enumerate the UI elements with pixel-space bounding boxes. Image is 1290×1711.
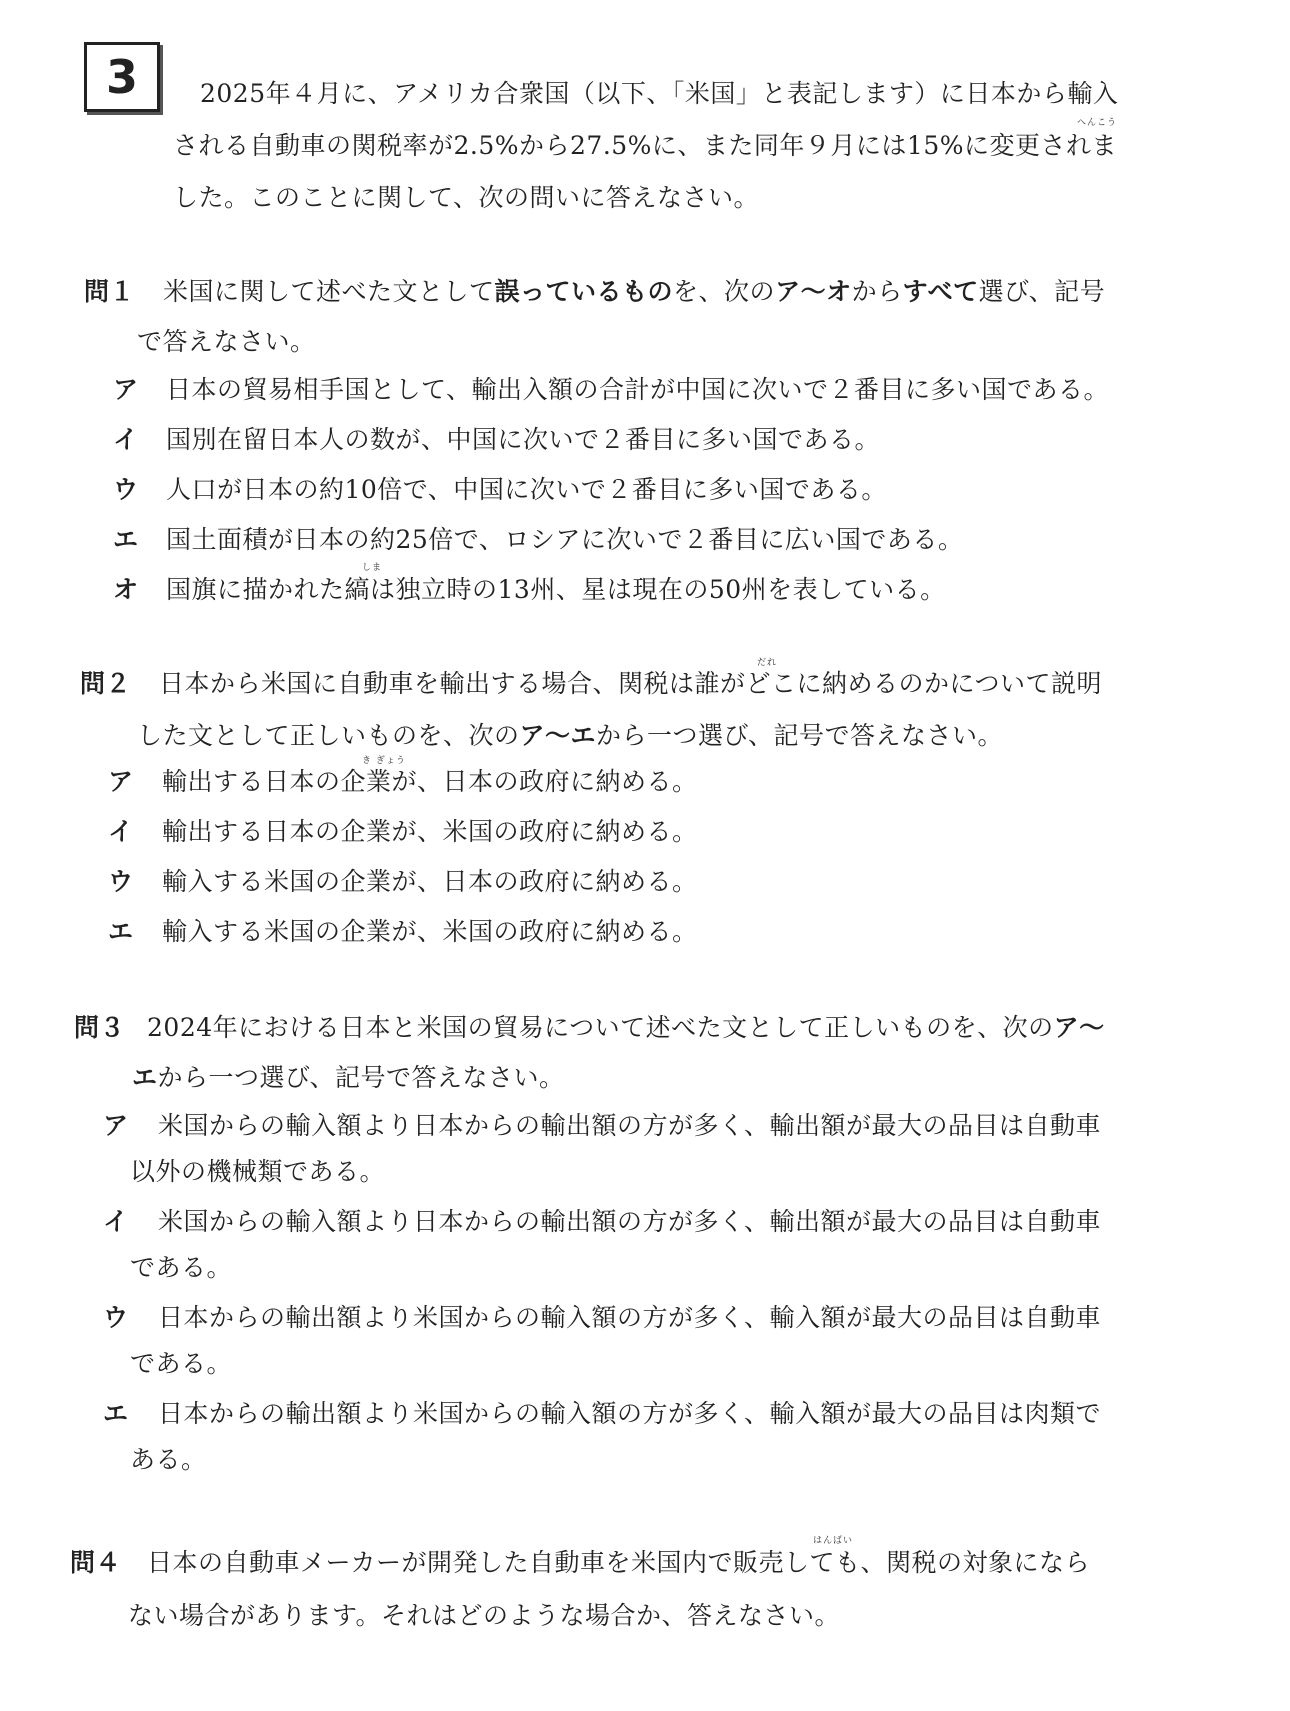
q2-option-u-label: ウ <box>108 867 134 896</box>
q2-text-2b: から一つ選び、記号で答えなさい。 <box>596 721 1004 750</box>
q1-text-c: から <box>851 277 903 306</box>
q4-text-1: 日本の自動車メーカーが開発した自動車を米国内で販売しても、関税の対象になら <box>147 1548 1091 1577</box>
q3-option-i-line-1: 米国からの輸入額より日本からの輸出額の方が多く、輸出額が最大の品目は自動車 <box>158 1207 1102 1236</box>
q1-bold-a: 誤っているもの <box>494 277 674 306</box>
q2-option-a-text: 輸出する日本の企業が、日本の政府に納める。 <box>162 767 698 796</box>
q1-text-b: を、次の <box>673 277 776 306</box>
q3-text-2: から一つ選び、記号で答えなさい。 <box>157 1063 565 1092</box>
q3-option-a-line-2: 以外の機械類である。 <box>130 1157 386 1186</box>
q1-text-a: 米国に関して述べた文として <box>163 277 495 306</box>
q1-label: 問１ <box>84 277 136 306</box>
ruby-hanbai: はんばい <box>813 1536 854 1546</box>
intro-line-1: 2025年４月に、アメリカ合衆国（以下、「米国」と表記します）に日本から輸入 <box>200 79 1119 108</box>
q1-line-2: で答えなさい。 <box>137 327 316 356</box>
intro-line-3: した。このことに関して、次の問いに答えなさい。 <box>173 183 760 212</box>
section-number-box <box>84 42 160 112</box>
q1-option-o-text: 国旗に描かれた縞は独立時の13州、星は現在の50州を表している。 <box>166 575 946 604</box>
q1-option-u-label: ウ <box>113 475 139 504</box>
section-number: 3 <box>105 50 138 104</box>
q4-line-2: ない場合があります。それはどのような場合か、答えなさい。 <box>128 1601 841 1630</box>
q4-label: 問４ <box>70 1548 122 1577</box>
ruby-henkou: へんこう <box>1077 118 1118 128</box>
ruby-shima: しま <box>362 563 383 573</box>
q3-bold-1: ア～ <box>1053 1013 1105 1042</box>
q1-bold-c: すべて <box>902 277 979 306</box>
q2-line-2 <box>137 720 1003 752</box>
q3-option-u-line-2: である。 <box>130 1349 233 1378</box>
q3-text-1: 2024年における日本と米国の貿易について述べた文として正しいものを、次の <box>147 1013 1054 1042</box>
q3-option-e-line-2: ある。 <box>130 1445 207 1474</box>
q1-option-i-label: イ <box>113 425 139 454</box>
q3-option-i-line-2: である。 <box>130 1253 233 1282</box>
q3-label: 問３ <box>74 1013 126 1042</box>
q2-option-u-text: 輸入する米国の企業が、日本の政府に納める。 <box>162 867 698 896</box>
q1-option-e-text: 国土面積が日本の約25倍で、ロシアに次いで２番目に広い国である。 <box>166 525 964 554</box>
q3-line-2 <box>132 1062 565 1094</box>
q1-option-u-text: 人口が日本の約10倍で、中国に次いで２番目に多い国である。 <box>166 475 887 504</box>
q3-option-e-line-1: 日本からの輸出額より米国からの輸入額の方が多く、輸入額が最大の品目は肉類で <box>158 1399 1102 1428</box>
q3-option-u-label: ウ <box>103 1303 129 1332</box>
q1-option-a-text: 日本の貿易相手国として、輸出入額の合計が中国に次いで２番目に多い国である。 <box>166 375 1110 404</box>
q1-text-d: 選び、記号 <box>978 277 1106 306</box>
q2-bold: ア～エ <box>519 721 597 750</box>
q3-option-a-line-1: 米国からの輸入額より日本からの輸出額の方が多く、輸出額が最大の品目は自動車 <box>158 1111 1102 1140</box>
ruby-dare: だれ <box>757 658 778 668</box>
ruby-kigyou: き ぎょう <box>362 756 406 766</box>
q3-bold-2: エ <box>132 1063 158 1092</box>
q2-option-i-label: イ <box>108 817 134 846</box>
q3-option-a-label: ア <box>103 1111 129 1140</box>
q2-option-e-text: 輸入する米国の企業が、米国の政府に納める。 <box>162 917 698 946</box>
q2-option-a-label: ア <box>108 767 134 796</box>
q2-option-e-label: エ <box>108 917 134 946</box>
intro-line-2: される自動車の関税率が2.5%から27.5%に、また同年９月には15%に変更されま <box>173 131 1118 160</box>
q2-text-2a: した文として正しいものを、次の <box>137 721 520 750</box>
q4-line-1 <box>70 1547 1090 1579</box>
q2-line-1 <box>80 668 1102 700</box>
q1-option-i-text: 国別在留日本人の数が、中国に次いで２番目に多い国である。 <box>166 425 881 454</box>
q2-label: 問２ <box>80 669 132 698</box>
q1-option-e-label: エ <box>113 525 139 554</box>
q1-option-a-label: ア <box>113 375 139 404</box>
q1-line-1 <box>84 276 1105 308</box>
q3-option-u-line-1: 日本からの輸出額より米国からの輸入額の方が多く、輸入額が最大の品目は自動車 <box>158 1303 1102 1332</box>
q1-bold-b: ア～オ <box>775 277 852 306</box>
q2-text-1: 日本から米国に自動車を輸出する場合、関税は誰がどこに納めるのかについて説明 <box>159 669 1103 698</box>
q2-option-i-text: 輸出する日本の企業が、米国の政府に納める。 <box>162 817 698 846</box>
q3-option-e-label: エ <box>103 1399 129 1428</box>
q1-option-o-label: オ <box>113 575 139 604</box>
q3-option-i-label: イ <box>103 1207 129 1236</box>
q3-line-1 <box>74 1012 1105 1044</box>
